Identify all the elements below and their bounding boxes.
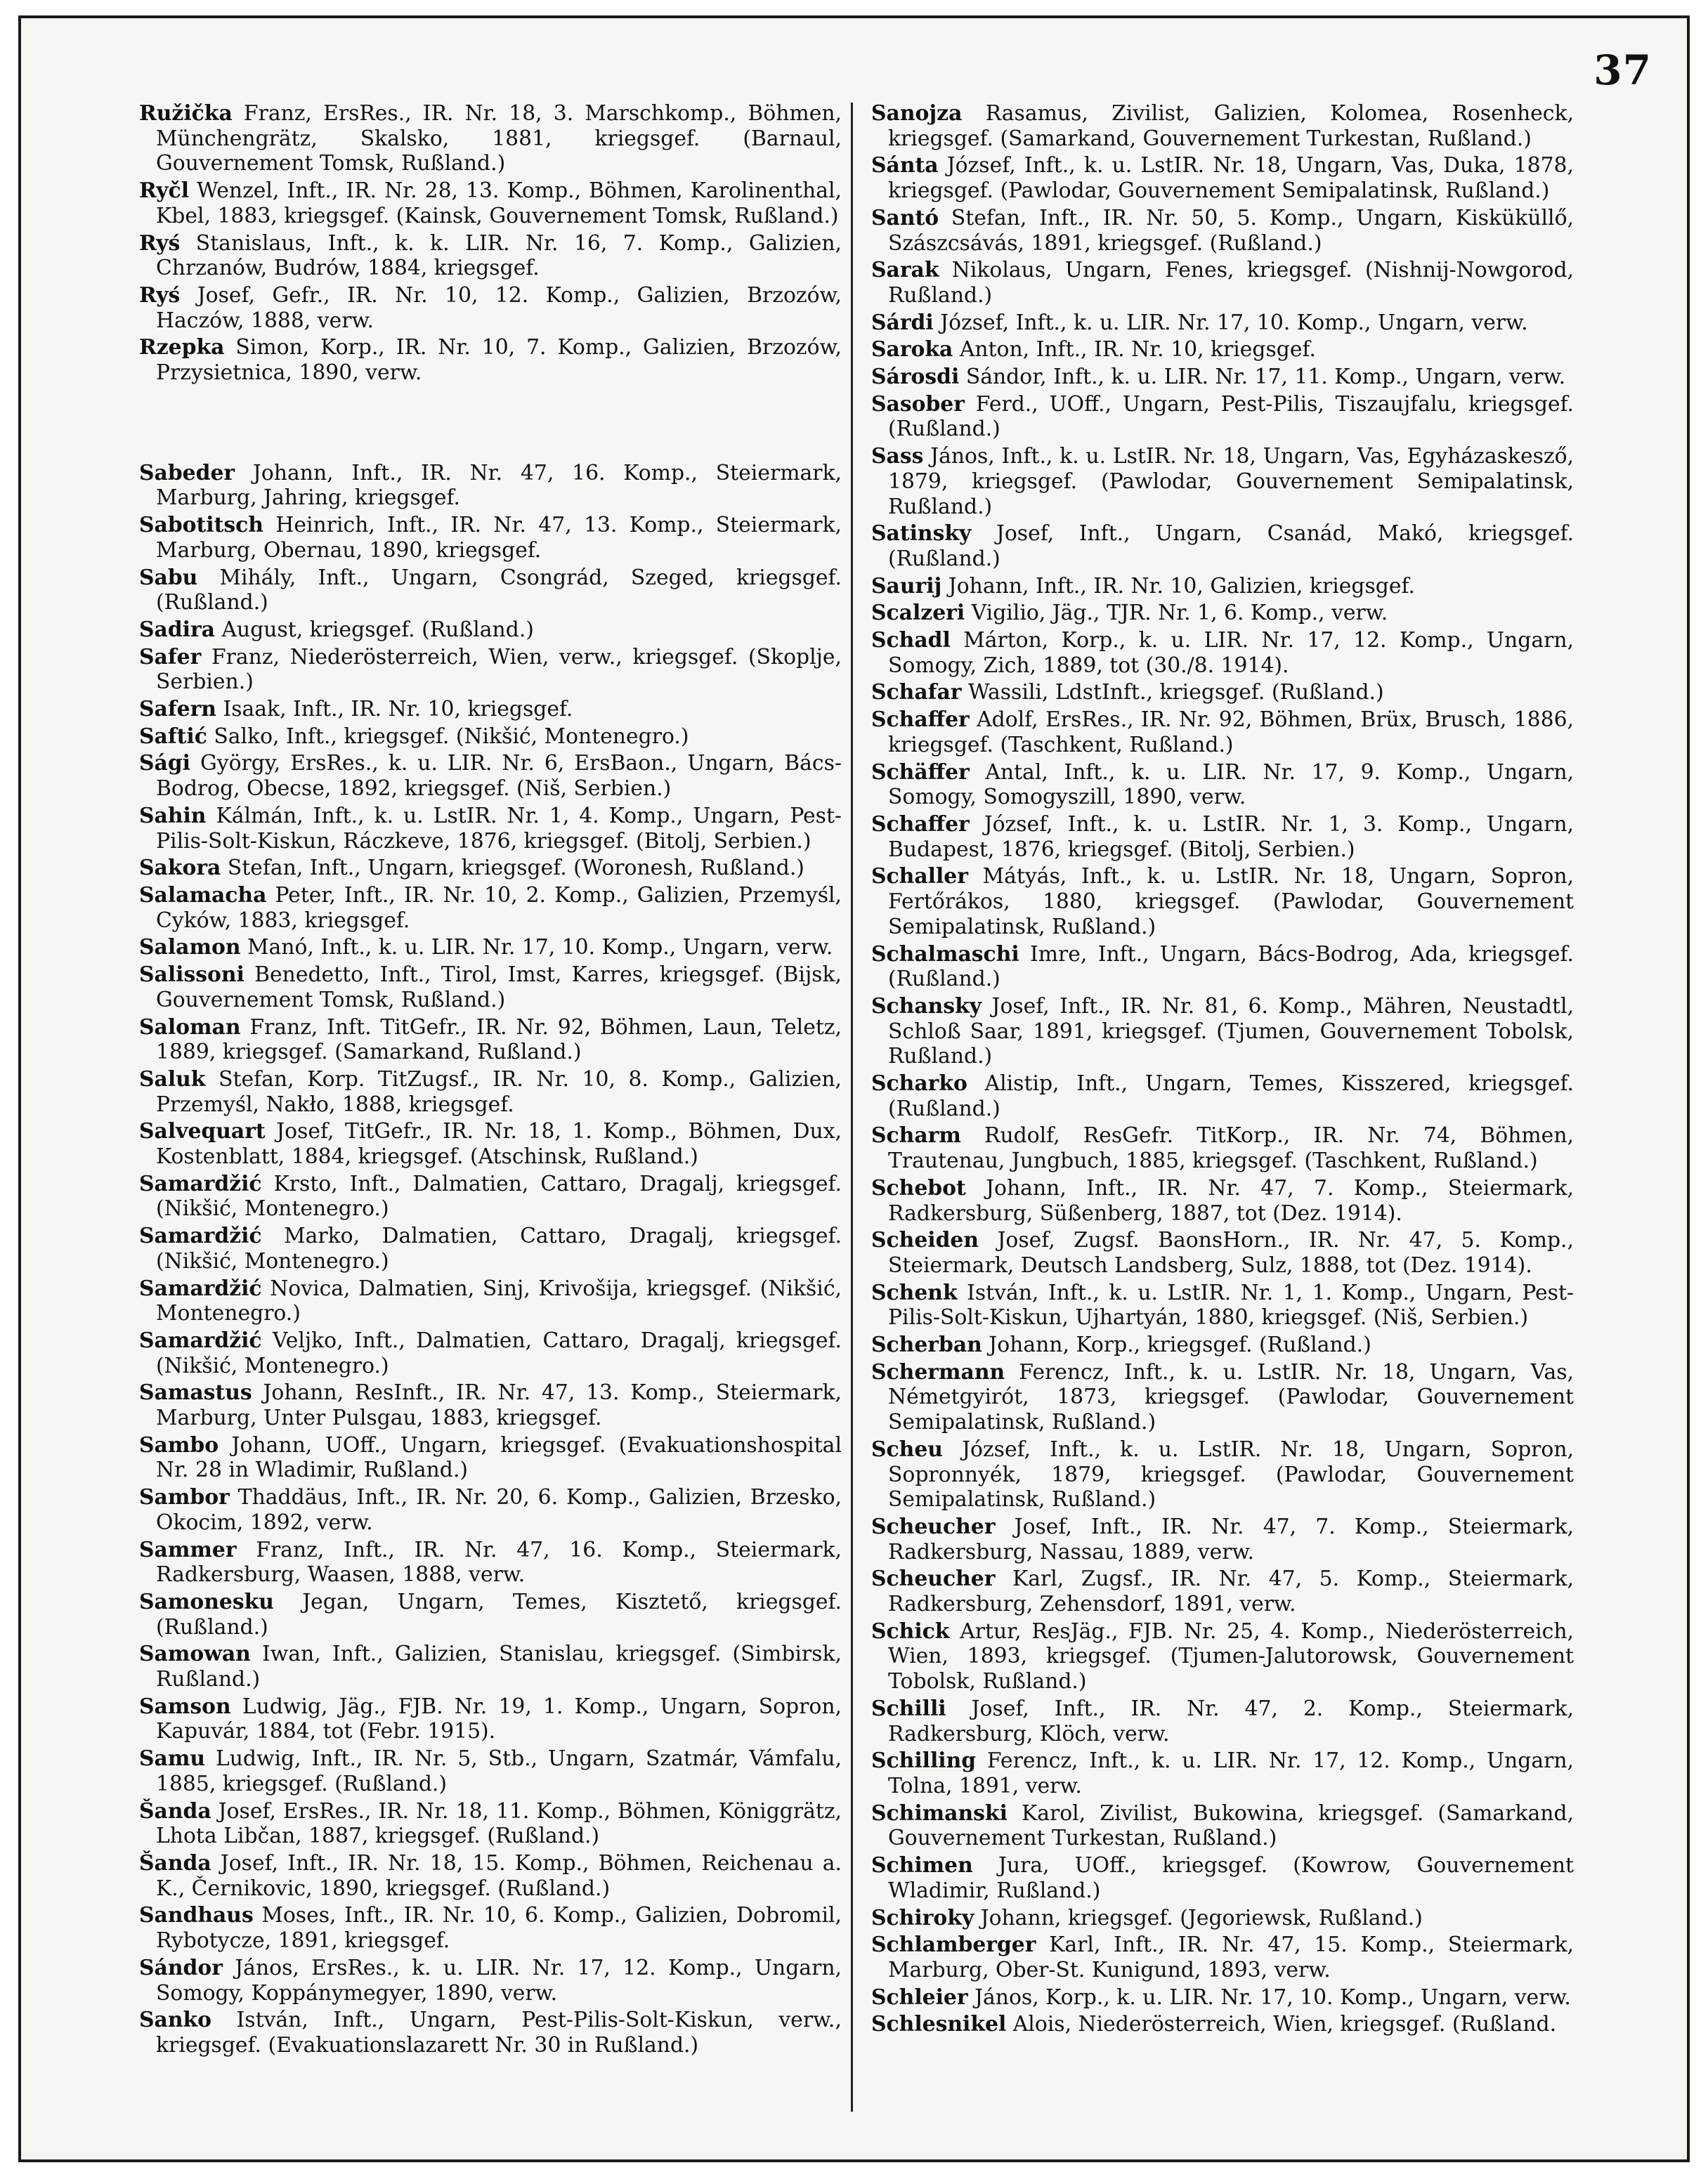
entry-surname: Samardžić <box>139 1328 262 1353</box>
list-entry <box>871 601 1574 626</box>
entry-surname: Sass <box>871 444 924 469</box>
list-entry <box>871 812 1574 862</box>
list-entry <box>139 1590 842 1640</box>
list-entry <box>139 283 842 333</box>
entry-surname: Sakora <box>139 856 221 881</box>
entry-surname: Schimen <box>871 1853 973 1878</box>
entry-details: Heinrich, Inft., IR. Nr. 47, 13. Komp., Steiermark, Marburg, Obernau, 1890, kriegsgef. <box>156 513 842 563</box>
column-divider <box>851 103 853 2112</box>
entry-details: Stefan, Inft., IR. Nr. 50, 5. Komp., Ungarn, Kisküküllő, Szászcsávás, 1891, kriegsgef. (Rußland.) <box>888 205 1574 256</box>
entry-surname: Scheucher <box>871 1514 996 1539</box>
list-entry <box>871 101 1574 151</box>
list-entry <box>139 935 842 960</box>
entry-surname: Schafar <box>871 680 962 705</box>
list-entry <box>871 1437 1574 1512</box>
entry-surname: Schaffer <box>871 707 970 733</box>
entry-details: János, Korp., k. u. LIR. Nr. 17, 10. Komp., Ungarn, verw. <box>974 1985 1571 2010</box>
entry-details: Josef, ErsRes., IR. Nr. 18, 11. Komp., Böhmen, Königgrätz, Lhota Libčan, 1887, kriegsgef. (Rußland.) <box>156 1798 842 1849</box>
entry-surname: Sanojza <box>871 101 963 126</box>
list-entry <box>139 1276 842 1326</box>
entry-surname: Samardžić <box>139 1224 262 1249</box>
entry-details: Franz, Niederösterreich, Wien, verw., kriegsgef. (Skoplje, Serbien.) <box>156 644 842 695</box>
entry-details: Ferd., UOff., Ungarn, Pest-Pilis, Tiszaujfalu, kriegsgef. (Rußland.) <box>888 391 1574 442</box>
entry-surname: Schenk <box>871 1280 958 1305</box>
list-entry <box>871 1515 1574 1564</box>
list-entry <box>139 1956 842 2006</box>
entry-surname: Schilling <box>871 1748 977 1774</box>
entry-surname: Samardžić <box>139 1171 262 1196</box>
entry-details: Simon, Korp., IR. Nr. 10, 7. Komp., Galizien, Brzozów, Przysietnica, 1890, verw. <box>156 335 842 386</box>
entry-surname: Satinsky <box>871 521 972 547</box>
list-entry <box>871 2012 1574 2037</box>
entry-details: Alois, Niederösterreich, Wien, kriegsgef. (Rußland. <box>1012 2012 1557 2037</box>
entry-surname: Saroka <box>871 337 953 362</box>
list-entry <box>139 804 842 854</box>
entry-surname: Salissoni <box>139 962 245 988</box>
entry-details: Mihály, Inft., Ungarn, Csongrád, Szeged, kriegsgef. (Rußland.) <box>156 565 842 615</box>
right-column <box>871 101 1574 2039</box>
entry-surname: Ružička <box>139 101 233 126</box>
list-entry <box>871 1228 1574 1278</box>
entry-surname: Schimanski <box>871 1800 1008 1826</box>
list-entry <box>139 1746 842 1796</box>
entry-surname: Sasober <box>871 391 965 417</box>
entry-surname: Scheucher <box>871 1567 996 1592</box>
list-entry <box>139 1694 842 1744</box>
entry-surname: Šanda <box>139 1851 211 1876</box>
list-entry <box>871 1281 1574 1331</box>
entry-surname: Samonesku <box>139 1589 274 1614</box>
entry-surname: Schansky <box>871 993 982 1019</box>
entry-surname: Sárosdi <box>871 365 960 390</box>
list-entry <box>871 1697 1574 1746</box>
entry-details: Benedetto, Inft., Tirol, Imst, Karres, kriegsgef. (Bijsk, Gouvernement Tomsk, Rußland.) <box>156 962 842 1012</box>
entry-surname: Scharm <box>871 1123 961 1149</box>
entry-details: József, Inft., k. u. LstIR. Nr. 18, Ungarn, Vas, Duka, 1878, kriegsgef. (Pawlodar, Gouvernement Semipalatinsk, Rußland.) <box>888 153 1574 204</box>
entry-surname: Sági <box>139 751 190 776</box>
entry-details: János, Inft., k. u. LstIR. Nr. 18, Ungarn, Vas, Egyházaskesző, 1879, kriegsgef. (Pawlodar, Gouvernement Semipalatinsk, Rußland.) <box>888 444 1574 519</box>
entry-surname: Samardžić <box>139 1276 262 1301</box>
entry-details: Wenzel, Inft., IR. Nr. 28, 13. Komp., Böhmen, Karolinenthal, Kbel, 1883, kriegsgef. (Kainsk, Gouvernement Tomsk, Rußland.) <box>156 178 842 228</box>
entry-details: Josef, Gefr., IR. Nr. 10, 12. Komp., Galizien, Brzozów, Haczów, 1888, verw. <box>156 282 842 333</box>
entry-surname: Schäffer <box>871 759 970 785</box>
section-gap <box>139 388 842 461</box>
entry-details: József, Inft., k. u. LIR. Nr. 17, 10. Komp., Ungarn, verw. <box>940 310 1528 335</box>
list-entry <box>871 1985 1574 2011</box>
entry-surname: Ryś <box>139 230 181 256</box>
entry-details: József, Inft., k. u. LstIR. Nr. 1, 3. Komp., Ungarn, Budapest, 1876, kriegsgef. (Bitolj, Serbien.) <box>888 811 1574 862</box>
list-entry <box>871 1333 1574 1358</box>
list-entry <box>139 1799 842 1849</box>
list-entry <box>871 942 1574 992</box>
entry-surname: Safer <box>139 644 202 669</box>
entry-surname: Schebot <box>871 1175 966 1201</box>
entry-details: Rudolf, ResGefr. TitKorp., IR. Nr. 74, Böhmen, Trautenau, Jungbuch, 1885, kriegsgef. (Taschkent, Rußland.) <box>888 1123 1574 1174</box>
list-entry <box>871 994 1574 1069</box>
list-entry <box>871 707 1574 757</box>
list-entry <box>871 760 1574 810</box>
list-entry <box>139 461 842 511</box>
entry-details: Johann, Inft., IR. Nr. 47, 7. Komp., Steiermark, Radkersburg, Süßenberg, 1887, tot (Dez. 1914). <box>888 1175 1574 1226</box>
list-entry <box>139 1433 842 1483</box>
list-entry <box>871 864 1574 939</box>
entry-details: Novica, Dalmatien, Sinj, Krivošija, kriegsgef. (Nikšić, Montenegro.) <box>156 1276 842 1326</box>
entry-surname: Sabotitsch <box>139 513 263 538</box>
left-column <box>139 101 842 2060</box>
entry-details: Manó, Inft., k. u. LIR. Nr. 17, 10. Komp., Ungarn, verw. <box>247 935 833 960</box>
list-entry <box>871 444 1574 519</box>
entry-surname: Ryčl <box>139 178 190 204</box>
entry-surname: Schalmaschi <box>871 941 1019 967</box>
entry-details: Imre, Inft., Ungarn, Bács-Bodrog, Ada, kriegsgef. (Rußland.) <box>888 941 1574 992</box>
entry-surname: Saloman <box>139 1014 241 1040</box>
entry-details: György, ErsRes., k. u. LIR. Nr. 6, ErsBaon., Ungarn, Bács-Bodrog, Obecse, 1892, kriegsgef. (Niš, Serbien.) <box>156 751 842 802</box>
list-entry <box>139 2008 842 2058</box>
entry-details: Iwan, Inft., Galizien, Stanislau, kriegsgef. (Simbirsk, Rußland.) <box>156 1642 842 1692</box>
entry-details: Anton, Inft., IR. Nr. 10, kriegsgef. <box>959 337 1316 362</box>
list-entry <box>139 1485 842 1535</box>
entry-surname: Samowan <box>139 1642 251 1667</box>
list-entry <box>139 178 842 228</box>
entry-surname: Rzepka <box>139 335 225 360</box>
entry-details: Antal, Inft., k. u. LIR. Nr. 17, 9. Komp., Ungarn, Somogy, Somogyszill, 1890, verw. <box>888 759 1574 810</box>
entry-details: Franz, Inft. TitGefr., IR. Nr. 92, Böhmen, Laun, Teletz, 1889, kriegsgef. (Samarkand, Rußland.) <box>156 1014 842 1065</box>
entry-details: Sándor, Inft., k. u. LIR. Nr. 17, 11. Komp., Ungarn, verw. <box>965 365 1566 390</box>
list-entry <box>139 1903 842 1953</box>
list-entry <box>139 335 842 385</box>
entry-surname: Saftić <box>139 724 207 749</box>
list-entry <box>139 1119 842 1169</box>
list-entry <box>139 617 842 643</box>
entry-details: Peter, Inft., IR. Nr. 10, 2. Komp., Galizien, Przemyśl, Cyków, 1883, kriegsgef. <box>156 882 842 933</box>
entry-details: Ferencz, Inft., k. u. LIR. Nr. 17, 12. Komp., Ungarn, Tolna, 1891, verw. <box>888 1748 1574 1798</box>
entry-surname: Sammer <box>139 1537 237 1562</box>
list-entry <box>871 1360 1574 1435</box>
list-entry <box>139 724 842 750</box>
entry-details: Johann, Korp., kriegsgef. (Rußland.) <box>989 1333 1371 1358</box>
list-entry <box>139 566 842 615</box>
entry-details: Josef, Zugsf. BaonsHorn., IR. Nr. 47, 5. Komp., Steiermark, Deutsch Landsberg, Sulz, 1888, tot (Dez. 1914). <box>888 1228 1574 1278</box>
entry-details: Vigilio, Jäg., TJR. Nr. 1, 6. Komp., verw. <box>971 601 1388 626</box>
entry-surname: Schleier <box>871 1985 968 2010</box>
entry-details: Johann, UOff., Ungarn, kriegsgef. (Evakuationshospital Nr. 28 in Wladimir, Rußland.) <box>156 1432 842 1483</box>
list-entry <box>871 1906 1574 1931</box>
list-entry <box>139 645 842 695</box>
list-entry <box>871 1123 1574 1173</box>
entry-details: Johann, Inft., IR. Nr. 47, 16. Komp., Steiermark, Marburg, Jahring, kriegsgef. <box>156 460 842 511</box>
entry-details: August, kriegsgef. (Rußland.) <box>221 617 534 642</box>
entry-details: Márton, Korp., k. u. LIR. Nr. 17, 12. Komp., Ungarn, Somogy, Zich, 1889, tot (30./8. 1914). <box>888 628 1574 678</box>
entry-details: Karl, Zugsf., IR. Nr. 47, 5. Komp., Steiermark, Radkersburg, Zehensdorf, 1891, verw. <box>888 1567 1574 1617</box>
entry-details: Stanislaus, Inft., k. k. LIR. Nr. 16, 7. Komp., Galizien, Chrzanów, Budrów, 1884, kriegsgef. <box>156 230 842 281</box>
entry-surname: Samastus <box>139 1380 252 1406</box>
entry-details: Josef, Inft., IR. Nr. 47, 2. Komp., Steiermark, Radkersburg, Klöch, verw. <box>888 1696 1574 1746</box>
entry-details: Nikolaus, Ungarn, Fenes, kriegsgef. (Nishnij-Nowgorod, Rußland.) <box>888 258 1574 308</box>
entry-details: Johann, Inft., IR. Nr. 10, Galizien, kriegsgef. <box>948 573 1415 599</box>
entry-details: Veljko, Inft., Dalmatien, Cattaro, Dragalj, kriegsgef. (Nikšić, Montenegro.) <box>156 1328 842 1378</box>
list-entry <box>139 962 842 1012</box>
document-page <box>18 15 1690 2162</box>
entry-surname: Sanko <box>139 2008 212 2033</box>
list-entry <box>871 337 1574 362</box>
entry-surname: Ryś <box>139 282 181 308</box>
entry-surname: Sánta <box>871 153 939 178</box>
list-entry <box>871 574 1574 599</box>
entry-details: Thaddäus, Inft., IR. Nr. 20, 6. Komp., Galizien, Brzesko, Okocim, 1892, verw. <box>156 1485 842 1535</box>
entry-surname: Saluk <box>139 1066 206 1092</box>
entry-surname: Sambo <box>139 1432 219 1458</box>
entry-surname: Sadira <box>139 617 215 642</box>
list-entry <box>139 1380 842 1430</box>
list-entry <box>871 1801 1574 1851</box>
list-entry <box>139 231 842 281</box>
entry-details: Jegan, Ungarn, Temes, Kisztető, kriegsgef. (Rußland.) <box>156 1589 842 1640</box>
entry-details: Mátyás, Inft., k. u. LstIR. Nr. 18, Ungarn, Sopron, Fertőrákos, 1880, kriegsgef. (Pawlodar, Gouvernement Semipalatinsk, Rußland.) <box>888 864 1574 939</box>
list-entry <box>139 883 842 933</box>
entry-details: Krsto, Inft., Dalmatien, Cattaro, Dragalj, kriegsgef. (Nikšić, Montenegro.) <box>156 1171 842 1222</box>
entry-surname: Scherban <box>871 1333 982 1358</box>
entry-details: Marko, Dalmatien, Cattaro, Dragalj, kriegsgef. (Nikšić, Montenegro.) <box>156 1224 842 1274</box>
entry-surname: Šanda <box>139 1798 211 1824</box>
entry-surname: Schick <box>871 1619 950 1644</box>
entry-surname: Scheiden <box>871 1228 979 1253</box>
entry-details: Karl, Inft., IR. Nr. 47, 15. Komp., Steiermark, Marburg, Ober-St. Kunigund, 1893, verw. <box>888 1933 1574 1982</box>
entry-details: Jura, UOff., kriegsgef. (Kowrow, Gouvernement Wladimir, Rußland.) <box>888 1853 1574 1903</box>
list-entry <box>871 1933 1574 1982</box>
entry-surname: Schermann <box>871 1359 1005 1385</box>
list-entry <box>871 365 1574 390</box>
entry-details: Artur, ResJäg., FJB. Nr. 25, 4. Komp., Niederösterreich, Wien, 1893, kriegsgef. (Tjumen-Jalutorowsk, Gouvernement Tobolsk, Rußland.) <box>888 1619 1574 1694</box>
entry-surname: Saurij <box>871 573 942 599</box>
list-entry <box>871 153 1574 203</box>
entry-surname: Schadl <box>871 628 951 653</box>
entry-details: János, ErsRes., k. u. LIR. Nr. 17, 12. Komp., Ungarn, Somogy, Koppánymegyer, 1890, verw. <box>156 1955 842 2006</box>
entry-details: Adolf, ErsRes., IR. Nr. 92, Böhmen, Brüx, Brusch, 1886, kriegsgef. (Taschkent, Rußland.) <box>888 707 1574 757</box>
entry-details: Johann, kriegsgef. (Jegoriewsk, Rußland.) <box>980 1905 1423 1930</box>
list-entry <box>871 521 1574 571</box>
entry-surname: Sahin <box>139 803 207 828</box>
entry-surname: Sárdi <box>871 310 934 335</box>
entry-surname: Scheu <box>871 1437 943 1462</box>
entry-surname: Salamacha <box>139 882 267 908</box>
list-entry <box>139 1172 842 1222</box>
entry-surname: Sándor <box>139 1955 223 1980</box>
entry-surname: Schlamberger <box>871 1933 1036 1958</box>
list-entry <box>139 513 842 563</box>
entry-details: Moses, Inft., IR. Nr. 10, 6. Komp., Galizien, Dobromil, Rybotycze, 1891, kriegsgef. <box>156 1903 842 1954</box>
list-entry <box>871 258 1574 308</box>
list-entry <box>871 392 1574 442</box>
entry-details: Franz, Inft., IR. Nr. 47, 16. Komp., Steiermark, Radkersburg, Waasen, 1888, verw. <box>156 1537 842 1588</box>
list-entry <box>871 1071 1574 1121</box>
entry-surname: Santó <box>871 205 939 230</box>
entry-details: Josef, Inft., IR. Nr. 47, 7. Komp., Steiermark, Radkersburg, Nassau, 1889, verw. <box>888 1514 1574 1564</box>
entry-details: Wassili, LdstInft., kriegsgef. (Rußland.) <box>967 680 1384 705</box>
entry-details: Josef, Inft., IR. Nr. 81, 6. Komp., Mähren, Neustadtl, Schloß Saar, 1891, kriegsgef. (Tjumen, Gouvernement Tobolsk, Rußland.) <box>888 993 1574 1069</box>
entry-details: Josef, TitGefr., IR. Nr. 18, 1. Komp., Böhmen, Dux, Kostenblatt, 1884, kriegsgef. (Atschinsk, Rußland.) <box>156 1119 842 1170</box>
list-entry <box>871 1567 1574 1616</box>
entry-details: Ludwig, Jäg., FJB. Nr. 19, 1. Komp., Ungarn, Sopron, Kapuvár, 1884, tot (Febr. 1915). <box>156 1694 842 1744</box>
entry-surname: Sambor <box>139 1485 230 1510</box>
entry-surname: Salvequart <box>139 1119 266 1144</box>
entry-details: Rasamus, Zivilist, Galizien, Kolomea, Rosenheck, kriegsgef. (Samarkand, Gouvernement Turkestan, Rußland.) <box>888 101 1574 151</box>
entry-surname: Schaffer <box>871 811 970 837</box>
entry-surname: Safern <box>139 697 216 722</box>
entry-details: Isaak, Inft., IR. Nr. 10, kriegsgef. <box>223 697 573 722</box>
entry-surname: Samson <box>139 1694 231 1719</box>
entry-surname: Schlesnikel <box>871 2012 1007 2037</box>
entry-details: József, Inft., k. u. LstIR. Nr. 18, Ungarn, Sopron, Sopronnyék, 1879, kriegsgef. (Pawlodar, Gouvernement Semipalatinsk, Rußland.) <box>888 1437 1574 1512</box>
page-number: 37 <box>1593 46 1652 94</box>
list-entry <box>871 206 1574 256</box>
entry-details: István, Inft., Ungarn, Pest-Pilis-Solt-Kiskun, verw., kriegsgef. (Evakuationslazarett Nr. 30 in Rußland.) <box>156 2008 842 2058</box>
entry-details: Kálmán, Inft., k. u. LstIR. Nr. 1, 4. Komp., Ungarn, Pest-Pilis-Solt-Kiskun, Ráczkeve, 1876, kriegsgef. (Bitolj, Serbien.) <box>156 803 842 854</box>
list-entry <box>139 751 842 801</box>
entry-details: Salko, Inft., kriegsgef. (Nikšić, Montenegro.) <box>214 724 689 749</box>
list-entry <box>871 680 1574 705</box>
entry-surname: Samu <box>139 1746 206 1772</box>
entry-surname: Schaller <box>871 864 968 889</box>
entry-surname: Sabu <box>139 565 198 590</box>
entry-details: Ferencz, Inft., k. u. LstIR. Nr. 18, Ungarn, Vas, Németgyirót, 1873, kriegsgef. (Pawlodar, Gouvernement Semipalatinsk, Rußland.) <box>888 1359 1574 1435</box>
list-entry <box>139 1538 842 1588</box>
entry-details: Stefan, Korp. TitZugsf., IR. Nr. 10, 8. Komp., Galizien, Przemyśl, Nakło, 1888, kriegsgef. <box>156 1066 842 1117</box>
entry-surname: Schiroky <box>871 1905 974 1930</box>
list-entry <box>871 1853 1574 1903</box>
entry-surname: Sandhaus <box>139 1903 254 1928</box>
list-entry <box>139 1067 842 1117</box>
list-entry <box>139 1642 842 1692</box>
list-entry <box>139 1015 842 1065</box>
entry-details: Ludwig, Inft., IR. Nr. 5, Stb., Ungarn, Szatmár, Vámfalu, 1885, kriegsgef. (Rußland.) <box>156 1746 842 1796</box>
list-entry <box>139 1851 842 1901</box>
entry-surname: Scharko <box>871 1071 967 1097</box>
list-entry <box>871 628 1574 678</box>
entry-details: István, Inft., k. u. LstIR. Nr. 1, 1. Komp., Ungarn, Pest-Pilis-Solt-Kiskun, Ujhartyán, 1880, kriegsgef. (Niš, Serbien.) <box>888 1280 1574 1331</box>
list-entry <box>871 310 1574 336</box>
entry-surname: Scalzeri <box>871 601 965 626</box>
list-entry <box>871 1176 1574 1226</box>
entry-details: Stefan, Inft., Ungarn, kriegsgef. (Woronesh, Rußland.) <box>227 856 804 881</box>
entry-details: Franz, ErsRes., IR. Nr. 18, 3. Marschkomp., Böhmen, Münchengrätz, Skalsko, 1881, kriegsgef. (Barnaul, Gouvernement Tomsk, Rußland.) <box>156 101 842 176</box>
entry-surname: Sarak <box>871 258 939 283</box>
entry-surname: Salamon <box>139 935 241 960</box>
list-entry <box>139 101 842 176</box>
entry-details: Karol, Zivilist, Bukowina, kriegsgef. (Samarkand, Gouvernement Turkestan, Rußland.) <box>888 1800 1574 1851</box>
entry-surname: Schilli <box>871 1696 946 1721</box>
list-entry <box>139 856 842 881</box>
list-entry <box>139 1224 842 1274</box>
entry-details: Josef, Inft., Ungarn, Csanád, Makó, kriegsgef. (Rußland.) <box>888 521 1574 571</box>
entry-surname: Sabeder <box>139 460 235 485</box>
entry-details: Josef, Inft., IR. Nr. 18, 15. Komp., Böhmen, Reichenau a. K., Černikovic, 1890, kriegsgef. (Rußland.) <box>156 1851 842 1901</box>
list-entry <box>139 1328 842 1378</box>
list-entry <box>871 1619 1574 1694</box>
list-entry <box>139 697 842 722</box>
entry-details: Johann, ResInft., IR. Nr. 47, 13. Komp., Steiermark, Marburg, Unter Pulsgau, 1883, kriegsgef. <box>156 1380 842 1431</box>
entry-details: Alistip, Inft., Ungarn, Temes, Kisszered, kriegsgef. (Rußland.) <box>888 1071 1574 1121</box>
list-entry <box>871 1748 1574 1798</box>
